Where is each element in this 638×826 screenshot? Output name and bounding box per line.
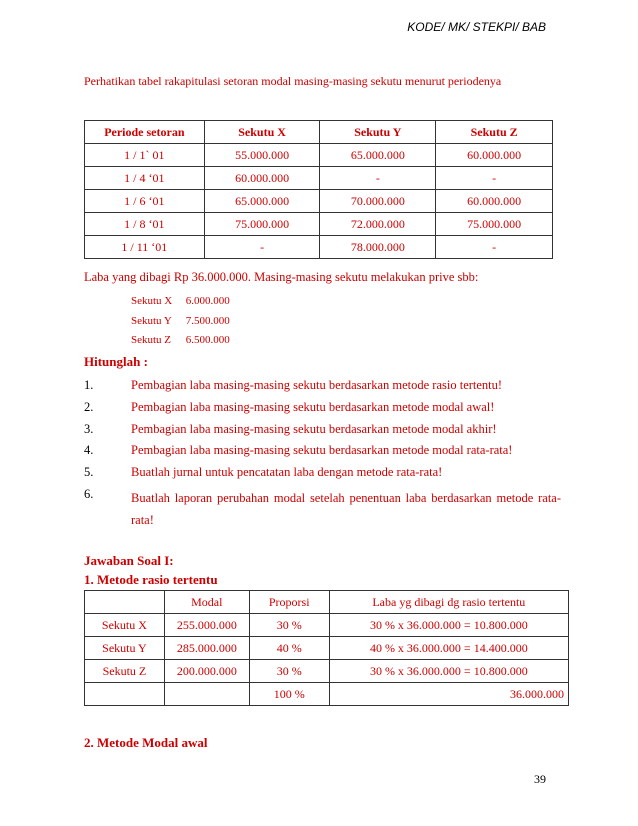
table-cell: 30 % x 36.000.000 = 10.800.000 xyxy=(329,614,568,637)
prive-item xyxy=(131,334,230,346)
prive-item xyxy=(131,315,230,327)
page-number: 39 xyxy=(534,772,546,786)
column-header-modal: Modal xyxy=(164,591,249,614)
prive-label: Sekutu Z xyxy=(131,334,172,346)
laba-statement: Laba yang dibagi Rp 36.000.000. Masing-masing sekutu melakukan prive sbb: xyxy=(84,270,479,284)
prive-label: Sekutu X xyxy=(131,295,173,307)
column-header-sekutu-y: Sekutu Y xyxy=(320,121,436,144)
jawaban-heading: Jawaban Soal I: xyxy=(84,553,174,568)
table-cell: 75.000.000 xyxy=(204,213,320,236)
table-cell: 70.000.000 xyxy=(320,190,436,213)
table-cell: 78.000.000 xyxy=(320,236,436,259)
column-header-blank xyxy=(85,591,165,614)
column-header-periode: Periode setoran xyxy=(85,121,205,144)
question-text: Pembagian laba masing-masing sekutu berdasarkan metode modal awal! xyxy=(131,400,495,414)
table-cell: 65.000.000 xyxy=(204,190,320,213)
prive-value: 7.500.000 xyxy=(185,315,230,327)
table-cell: 60.000.000 xyxy=(204,167,320,190)
table-cell xyxy=(164,683,249,706)
question-text: Pembagian laba masing-masing sekutu berdasarkan metode modal rata-rata! xyxy=(131,443,513,457)
table-cell: 1 / 4 ‘01 xyxy=(85,167,205,190)
table-cell: 40 % xyxy=(249,637,329,660)
rasio-table xyxy=(84,590,569,706)
table-cell: 65.000.000 xyxy=(320,144,436,167)
table-cell: - xyxy=(436,167,553,190)
question-number: 1. xyxy=(84,378,94,392)
table-row xyxy=(85,236,553,259)
rasio-table-header xyxy=(85,591,569,614)
question-number: 2. xyxy=(84,400,94,414)
table-row xyxy=(85,637,569,660)
prive-value: 6.000.000 xyxy=(185,295,230,307)
table-cell: Sekutu Y xyxy=(85,637,165,660)
table-cell xyxy=(85,683,165,706)
method-2-title: 2. Metode Modal awal xyxy=(84,735,208,750)
column-header-proporsi: Proporsi xyxy=(249,591,329,614)
table-cell: 285.000.000 xyxy=(164,637,249,660)
method-1-title: 1. Metode rasio tertentu xyxy=(84,572,218,587)
question-number: 3. xyxy=(84,422,94,436)
table-row xyxy=(85,213,553,236)
table-cell: Sekutu X xyxy=(85,614,165,637)
table-cell: 1 / 8 ‘01 xyxy=(85,213,205,236)
table-row-total xyxy=(85,683,569,706)
table-cell: 72.000.000 xyxy=(320,213,436,236)
table-cell: 60.000.000 xyxy=(436,144,553,167)
table-cell-total-laba: 36.000.000 xyxy=(329,683,568,706)
question-number: 5. xyxy=(84,465,94,479)
table-row xyxy=(85,614,569,637)
question-text: Pembagian laba masing-masing sekutu berdasarkan metode rasio tertentu! xyxy=(131,378,503,392)
table-row xyxy=(85,167,553,190)
table-cell: 30 % xyxy=(249,660,329,683)
table-cell: 30 % x 36.000.000 = 10.800.000 xyxy=(329,660,568,683)
table-cell: 1 / 6 ‘01 xyxy=(85,190,205,213)
table-cell: 1 / 1` 01 xyxy=(85,144,205,167)
table-cell: 55.000.000 xyxy=(204,144,320,167)
table-cell: 200.000.000 xyxy=(164,660,249,683)
prive-value: 6.500.000 xyxy=(185,334,230,346)
table-cell: Sekutu Z xyxy=(85,660,165,683)
table-cell: 40 % x 36.000.000 = 14.400.000 xyxy=(329,637,568,660)
question-number: 6. xyxy=(84,487,94,501)
hitunglah-heading: Hitunglah : xyxy=(84,354,148,369)
table-row xyxy=(85,660,569,683)
table-row xyxy=(85,190,553,213)
table-cell: - xyxy=(436,236,553,259)
question-text: Pembagian laba masing-masing sekutu berdasarkan metode modal akhir! xyxy=(131,422,497,436)
question-text: Buatlah laporan perubahan modal setelah penentuan laba berdasarkan metode rata-rata! xyxy=(131,491,561,527)
table-cell: - xyxy=(320,167,436,190)
table-cell: 60.000.000 xyxy=(436,190,553,213)
table-cell: - xyxy=(204,236,320,259)
table-row xyxy=(85,144,553,167)
setoran-table xyxy=(84,120,553,259)
intro-paragraph: Perhatikan tabel rakapitulasi setoran modal masing-masing sekutu menurut periodenya xyxy=(84,74,502,88)
table-cell: 255.000.000 xyxy=(164,614,249,637)
table-cell-total-proporsi: 100 % xyxy=(249,683,329,706)
column-header-sekutu-z: Sekutu Z xyxy=(436,121,553,144)
setoran-table-header xyxy=(85,121,553,144)
prive-label: Sekutu Y xyxy=(131,315,172,327)
column-header-sekutu-x: Sekutu X xyxy=(204,121,320,144)
table-cell: 30 % xyxy=(249,614,329,637)
question-number: 4. xyxy=(84,443,94,457)
question-text: Buatlah jurnal untuk pencatatan laba dengan metode rata-rata! xyxy=(131,465,443,479)
page-header-code: KODE/ MK/ STEKPI/ BAB xyxy=(407,20,546,34)
table-cell: 1 / 11 ‘01 xyxy=(85,236,205,259)
prive-item xyxy=(131,295,230,307)
column-header-laba: Laba yg dibagi dg rasio tertentu xyxy=(329,591,568,614)
table-cell: 75.000.000 xyxy=(436,213,553,236)
